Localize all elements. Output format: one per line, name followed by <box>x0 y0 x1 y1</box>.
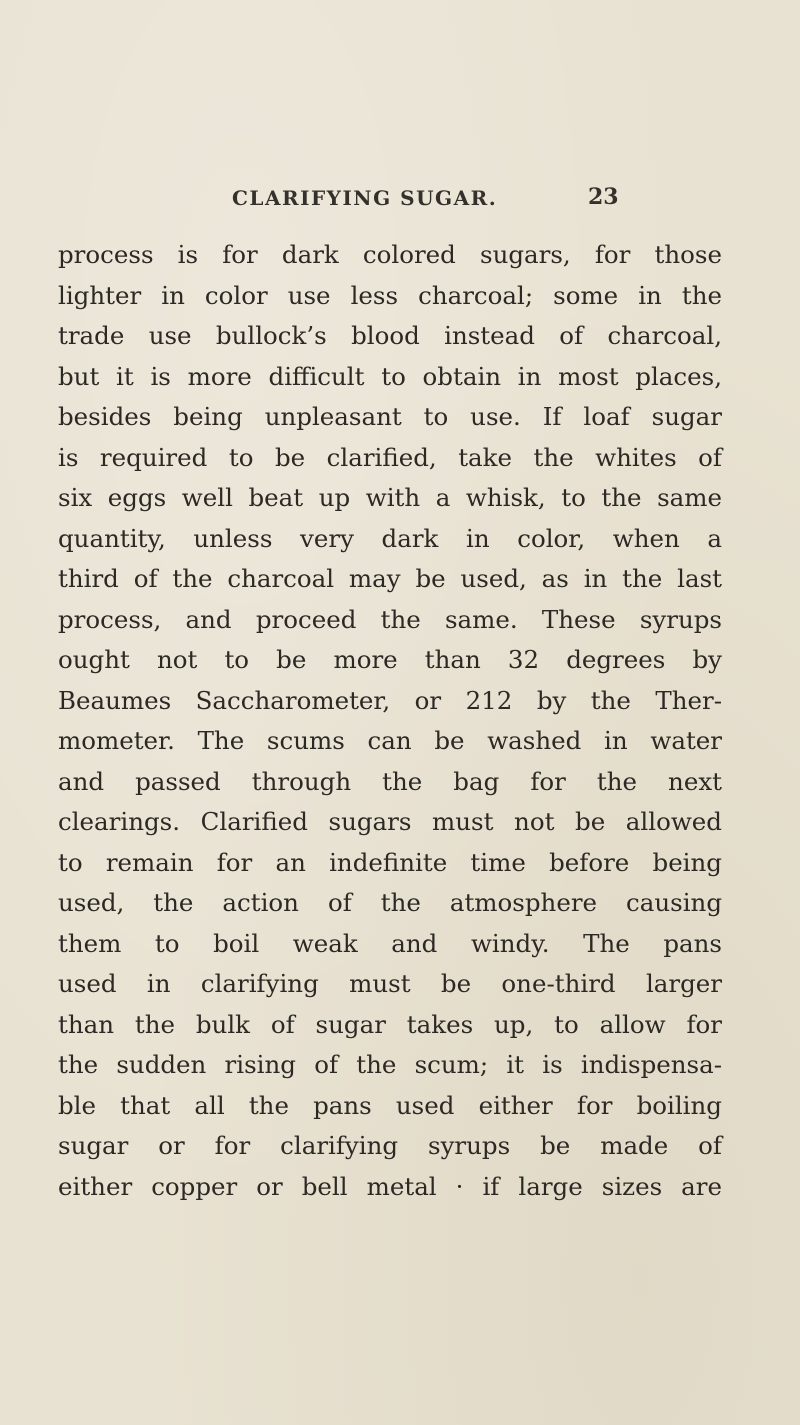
text-line: lighter in color use less charcoal; some in the <box>58 280 722 310</box>
text-line: ble that all the pans used either for boiling <box>58 1090 722 1120</box>
text-line: six eggs well beat up with a whisk, to the same <box>58 483 722 512</box>
text-line: either copper or bell metal · if large sizes are <box>58 1171 722 1201</box>
text-line: than the bulk of sugar takes up, to allow for <box>58 1009 722 1039</box>
text-line: trade use bullock’s blood instead of charcoal, <box>58 321 722 350</box>
text-line: but it is more difficult to obtain in most places, <box>58 361 722 391</box>
text-line: and passed through the bag for the next <box>58 766 722 796</box>
text-line: quantity, unless very dark in color, when a <box>58 523 722 553</box>
running-head: CLARIFYING SUGAR. <box>232 186 498 210</box>
text-line: sugar or for clarifying syrups be made of <box>58 1131 722 1160</box>
text-line: process, and proceed the same. These syrups <box>58 604 722 634</box>
text-line: process is for dark colored sugars, for those <box>58 240 722 269</box>
text-line: clearings. Clarified sugars must not be allowed <box>58 807 722 836</box>
text-line: Beaumes Saccharometer, or 212 by the Ther- <box>58 685 722 715</box>
page-number: 23 <box>588 184 619 210</box>
text-line: used, the action of the atmosphere causing <box>58 888 722 917</box>
text-line: mometer. The scums can be washed in water <box>58 726 722 755</box>
text-line: third of the charcoal may be used, as in the last <box>58 564 722 593</box>
text-line: them to boil weak and windy. The pans <box>58 928 722 958</box>
text-line: is required to be clarified, take the whites of <box>58 442 722 472</box>
text-line: the sudden rising of the scum; it is indispensa- <box>58 1050 722 1079</box>
text-line: ought not to be more than 32 degrees by <box>58 645 722 674</box>
body-paragraph <box>58 235 722 1207</box>
text-line: besides being unpleasant to use. If loaf sugar <box>58 402 722 431</box>
text-line: used in clarifying must be one-third larger <box>58 969 722 998</box>
text-line: to remain for an indefinite time before being <box>58 847 722 877</box>
